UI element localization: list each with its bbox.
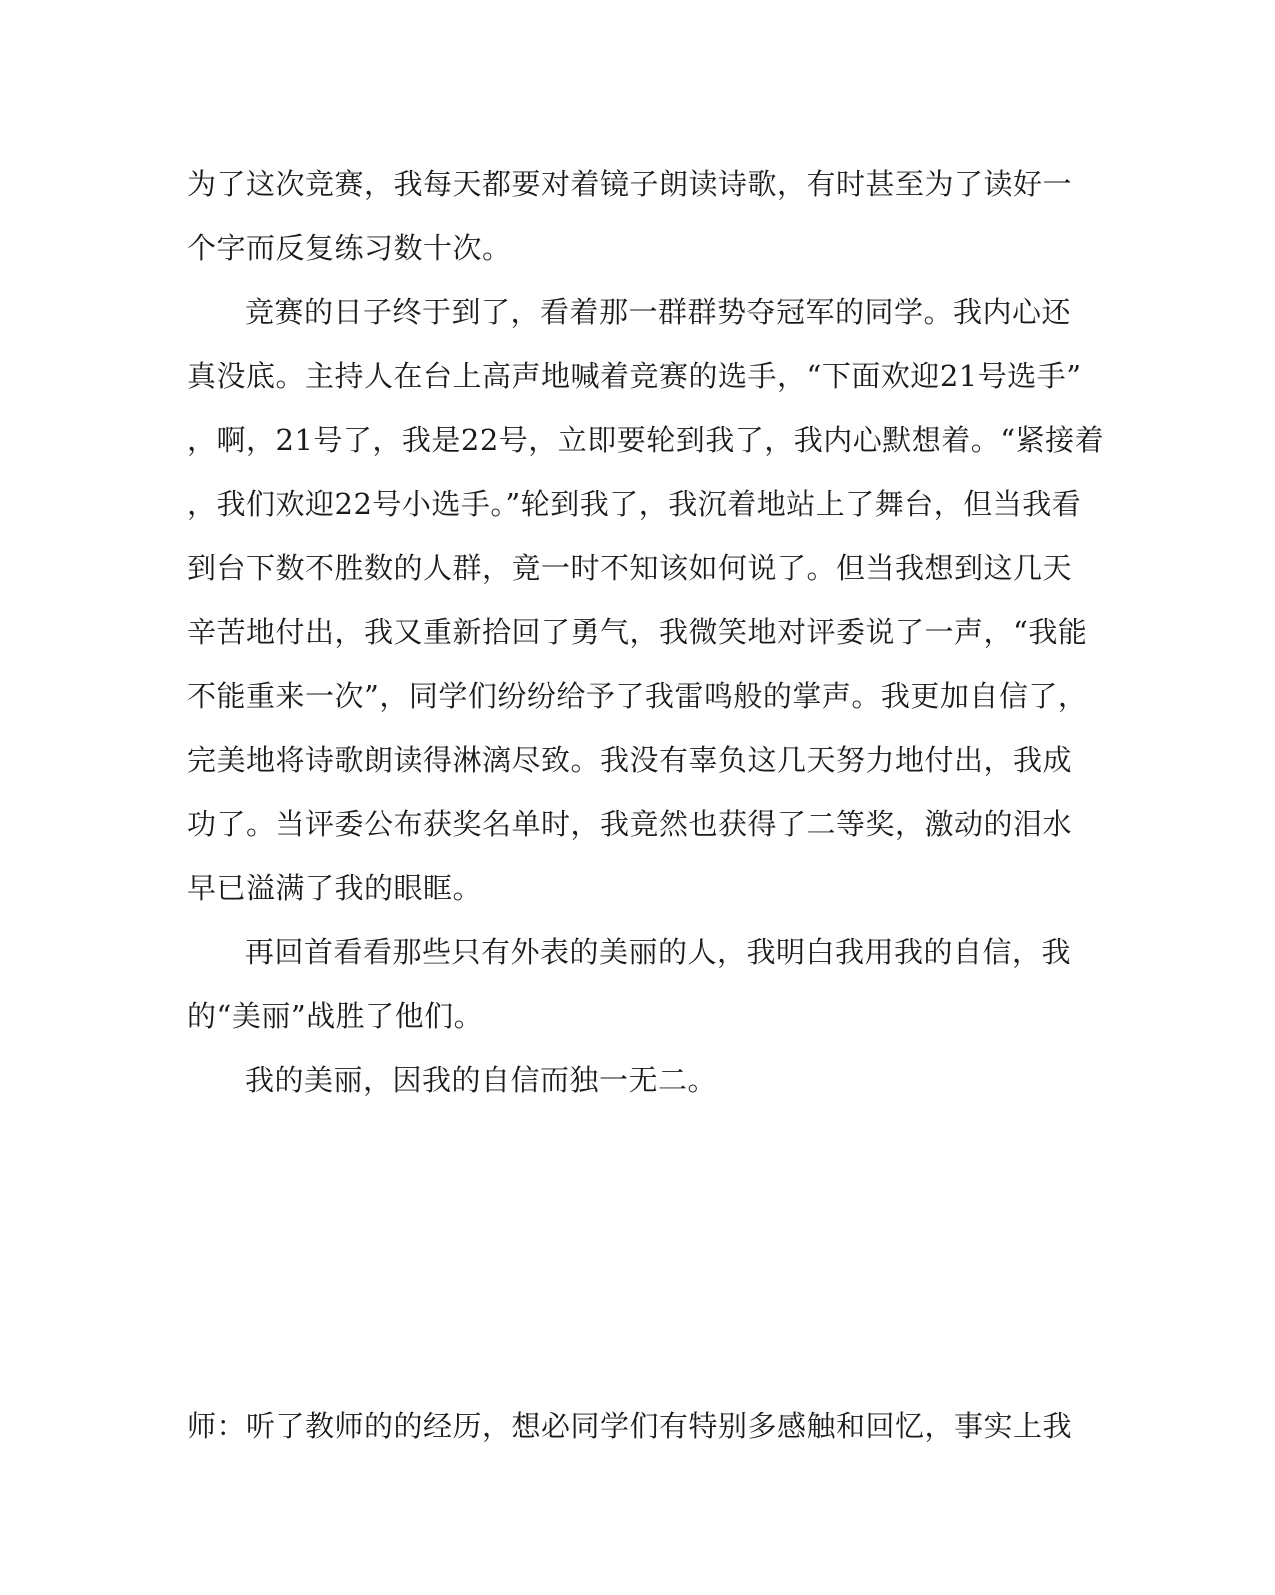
paragraph-line-5: ，啊，21号了，我是22号，立即要轮到我了，我内心默想着。“紧接着 xyxy=(187,423,1105,457)
paragraph-line-13: 再回首看看那些只有外表的美丽的人，我明白我用我的自信，我 xyxy=(245,935,1072,969)
paragraph-line-2: 个字而反复练习数十次。 xyxy=(187,231,512,265)
paragraph-line-1: 为了这次竞赛，我每天都要对着镜子朗读诗歌，有时甚至为了读好一 xyxy=(187,167,1073,201)
paragraph-line-9: 不能重来一次”，同学们纷纷给予了我雷鸣般的掌声。我更加自信了， xyxy=(187,679,1088,713)
paragraph-line-12: 早已溢满了我的眼眶。 xyxy=(187,871,483,905)
paragraph-line-3: 竞赛的日子终于到了，看着那一群群势夺冠军的同学。我内心还 xyxy=(245,295,1072,329)
paragraph-line-16: 师：听了教师的的经历，想必同学们有特别多感触和回忆，事实上我 xyxy=(187,1409,1073,1443)
paragraph-line-8: 辛苦地付出，我又重新拾回了勇气，我微笑地对评委说了一声，“我能 xyxy=(187,615,1088,649)
paragraph-line-6: ，我们欢迎22号小选手。”轮到我了，我沉着地站上了舞台，但当我看 xyxy=(187,487,1082,521)
paragraph-line-4: 真没底。主持人在台上高声地喊着竞赛的选手，“下面欢迎21号选手” xyxy=(187,359,1082,393)
paragraph-line-15: 我的美丽，因我的自信而独一无二。 xyxy=(245,1063,718,1097)
paragraph-line-11: 功了。当评委公布获奖名单时，我竟然也获得了二等奖，激动的泪水 xyxy=(187,807,1073,841)
paragraph-line-10: 完美地将诗歌朗读得淋漓尽致。我没有辜负这几天努力地付出，我成 xyxy=(187,743,1073,777)
paragraph-line-7: 到台下数不胜数的人群，竟一时不知该如何说了。但当我想到这几天 xyxy=(187,551,1073,585)
paragraph-line-14: 的“美丽”战胜了他们。 xyxy=(187,999,484,1033)
